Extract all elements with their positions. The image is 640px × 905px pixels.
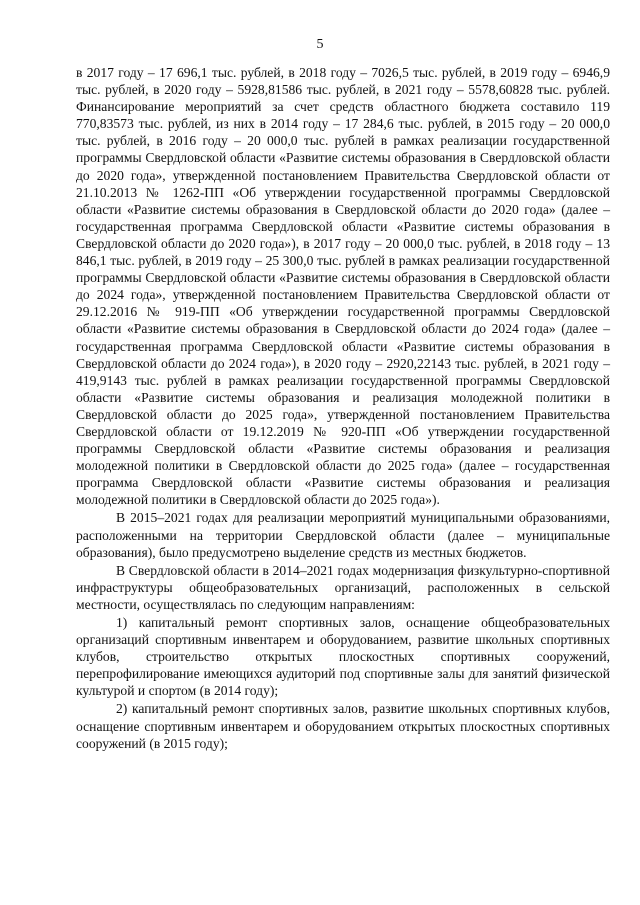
list-item-2: 2) капитальный ремонт спортивных залов, развитие школьных спортивных клубов, оснащение спортивным инвентарем и оборудованием открытых плоскостных спортивных сооружений (в 2015 году); <box>76 701 610 751</box>
list-item-1: 1) капитальный ремонт спортивных залов, оснащение общеобразовательных организаций спортивным инвентарем и оборудованием, развитие школьных спортивных клубов, строительство открытых плоскостных спортивных сооружений, перепрофилирование имеющихся аудиторий под спортивные залы для занятий физической культурой и спортом (в 2014 году); <box>76 615 610 699</box>
page-number: 5 <box>316 37 324 52</box>
paragraph-modernization-intro: В Свердловской области в 2014–2021 годах модернизация физкультурно-спортивной инфраструктуры общеобразовательных организаций, расположенных в сельской местности, осуществлялась по следующим направлениям: <box>76 562 610 612</box>
document-body <box>76 64 610 752</box>
paragraph-financing-continuation: в 2017 году – 17 696,1 тыс. рублей, в 2018 году – 7026,5 тыс. рублей, в 2019 году – 6946,9 тыс. рублей, в 2020 году – 5928,81586 тыс. рублей, в 2021 году – 5578,60828 тыс. рублей. Финансирование мероприятий за счет средств областного бюджета составило 119 770,83573 тыс. рублей, из них в 2014 году – 17 284,6 тыс. рублей, в 2015 году – 20 000,0 тыс. рублей, в 2016 году – 20 000,0 тыс. рублей в рамках реализации государственной программы Свердловской области «Развитие системы образования в Свердловской области до 2020 года», утвержденной постановлением Правительства Свердловской области от 21.10.2013 № 1262-ПП «Об утверждении государственной программы Свердловской области «Развитие системы образования в Свердловской области до 2020 года» (далее – государственная программа Свердловской области «Развитие системы образования в Свердловской области до 2020 года»), в 2017 году – 20 000,0 тыс. рублей, в 2018 году – 13 846,1 тыс. рублей, в 2019 году – 25 300,0 тыс. рублей в рамках реализации государственной программы Свердловской области «Развитие системы образования в Свердловской области до 2024 года», утвержденной постановлением Правительства Свердловской области от 29.12.2016 № 919-ПП «Об утверждении государственной программы Свердловской области «Развитие системы образования в Свердловской области до 2024 года» (далее – государственная программа Свердловской области «Развитие системы образования в Свердловской области до 2024 года»), в 2020 году – 2920,22143 тыс. рублей, в 2021 году – 419,9143 тыс. рублей в рамках реализации государственной программы Свердловской области «Развитие системы образования и реализация молодежной политики в Свердловской области до 2025 года», утвержденной постановлением Правительства Свердловской области от 19.12.2019 № 920-ПП «Об утверждении государственной программы Свердловской области «Развитие системы образования и реализация молодежной политики в Свердловской области до 2025 года» (далее – государственная программа Свердловской области «Развитие системы образования и реализация молодежной политики в Свердловской области до 2025 года»). <box>76 65 610 508</box>
paragraph-local-budgets: В 2015–2021 годах для реализации мероприятий муниципальными образованиями, расположенными на территории Свердловской области (далее – муниципальные образования), было предусмотрено выделение средств из местных бюджетов. <box>76 510 610 560</box>
